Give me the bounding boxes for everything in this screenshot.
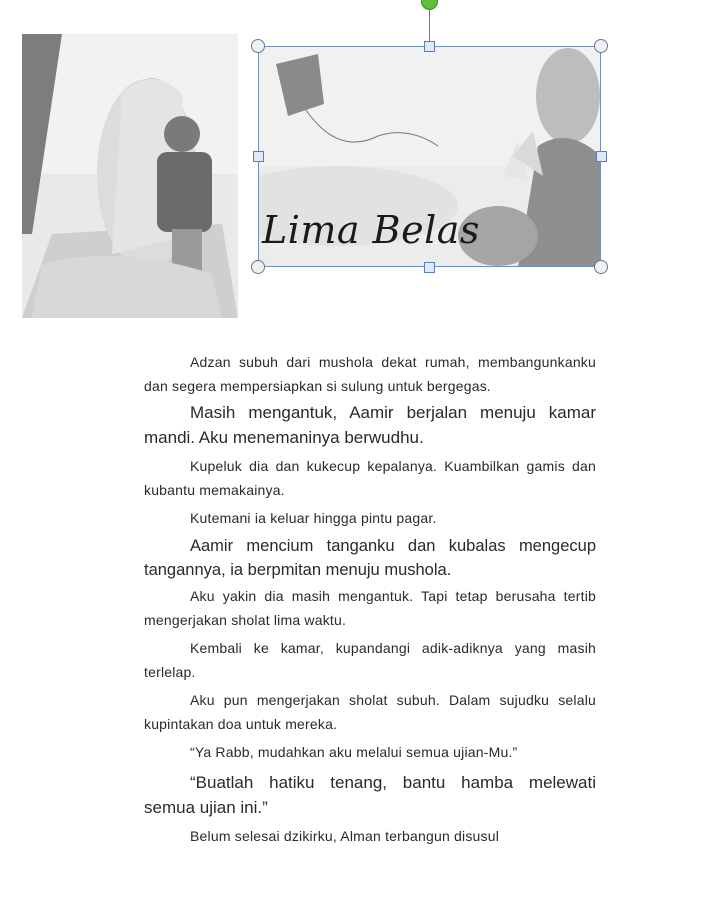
paragraph: “Ya Rabb, mudahkan aku melalui semua ujian-Mu.” [190, 744, 518, 760]
paragraph: Masih mengantuk, Aamir berjalan menuju kamar mandi. Aku menemaninya berwudhu. [144, 403, 596, 447]
resize-handle-top-left[interactable] [251, 39, 265, 53]
paragraph: Kutemani ia keluar hingga pintu pagar. [190, 510, 437, 526]
chapter-title: Lima Belas [262, 208, 480, 252]
rotation-connector [429, 6, 430, 46]
rotate-handle[interactable] [421, 0, 438, 10]
resize-handle-right[interactable] [596, 151, 607, 162]
paragraph: Aku yakin dia masih mengantuk. Tapi tetap berusaha tertib mengerjakan sholat lima waktu. [144, 588, 596, 628]
paragraph: Aamir mencium tanganku dan kubalas mengecup tangannya, ia berpmitan menuju mushola. [144, 537, 596, 579]
resize-handle-left[interactable] [253, 151, 264, 162]
paragraph: “Buatlah hatiku tenang, bantu hamba melewati semua ujian ini.” [144, 773, 596, 817]
paragraph: Adzan subuh dari mushola dekat rumah, membangunkanku dan segera mempersiapkan si sulung untuk bergegas. [144, 354, 596, 394]
paragraph: Kupeluk dia dan kukecup kepalanya. Kuambilkan gamis dan kubantu memakainya. [144, 458, 596, 498]
resize-handle-bottom-left[interactable] [251, 260, 265, 274]
resize-handle-bottom[interactable] [424, 262, 435, 273]
paragraph: Kembali ke kamar, kupandangi adik-adiknya yang masih terlelap. [144, 640, 596, 680]
resize-handle-top[interactable] [424, 41, 435, 52]
resize-handle-bottom-right[interactable] [594, 260, 608, 274]
paragraph: Belum selesai dzikirku, Alman terbangun disusul [190, 828, 499, 844]
document-body[interactable] [144, 350, 596, 848]
resize-handle-top-right[interactable] [594, 39, 608, 53]
chapter-banner-image[interactable] [258, 46, 601, 267]
left-illustration-image [22, 34, 238, 318]
paragraph: Aku pun mengerjakan sholat subuh. Dalam sujudku selalu kupintakan doa untuk mereka. [144, 692, 596, 732]
